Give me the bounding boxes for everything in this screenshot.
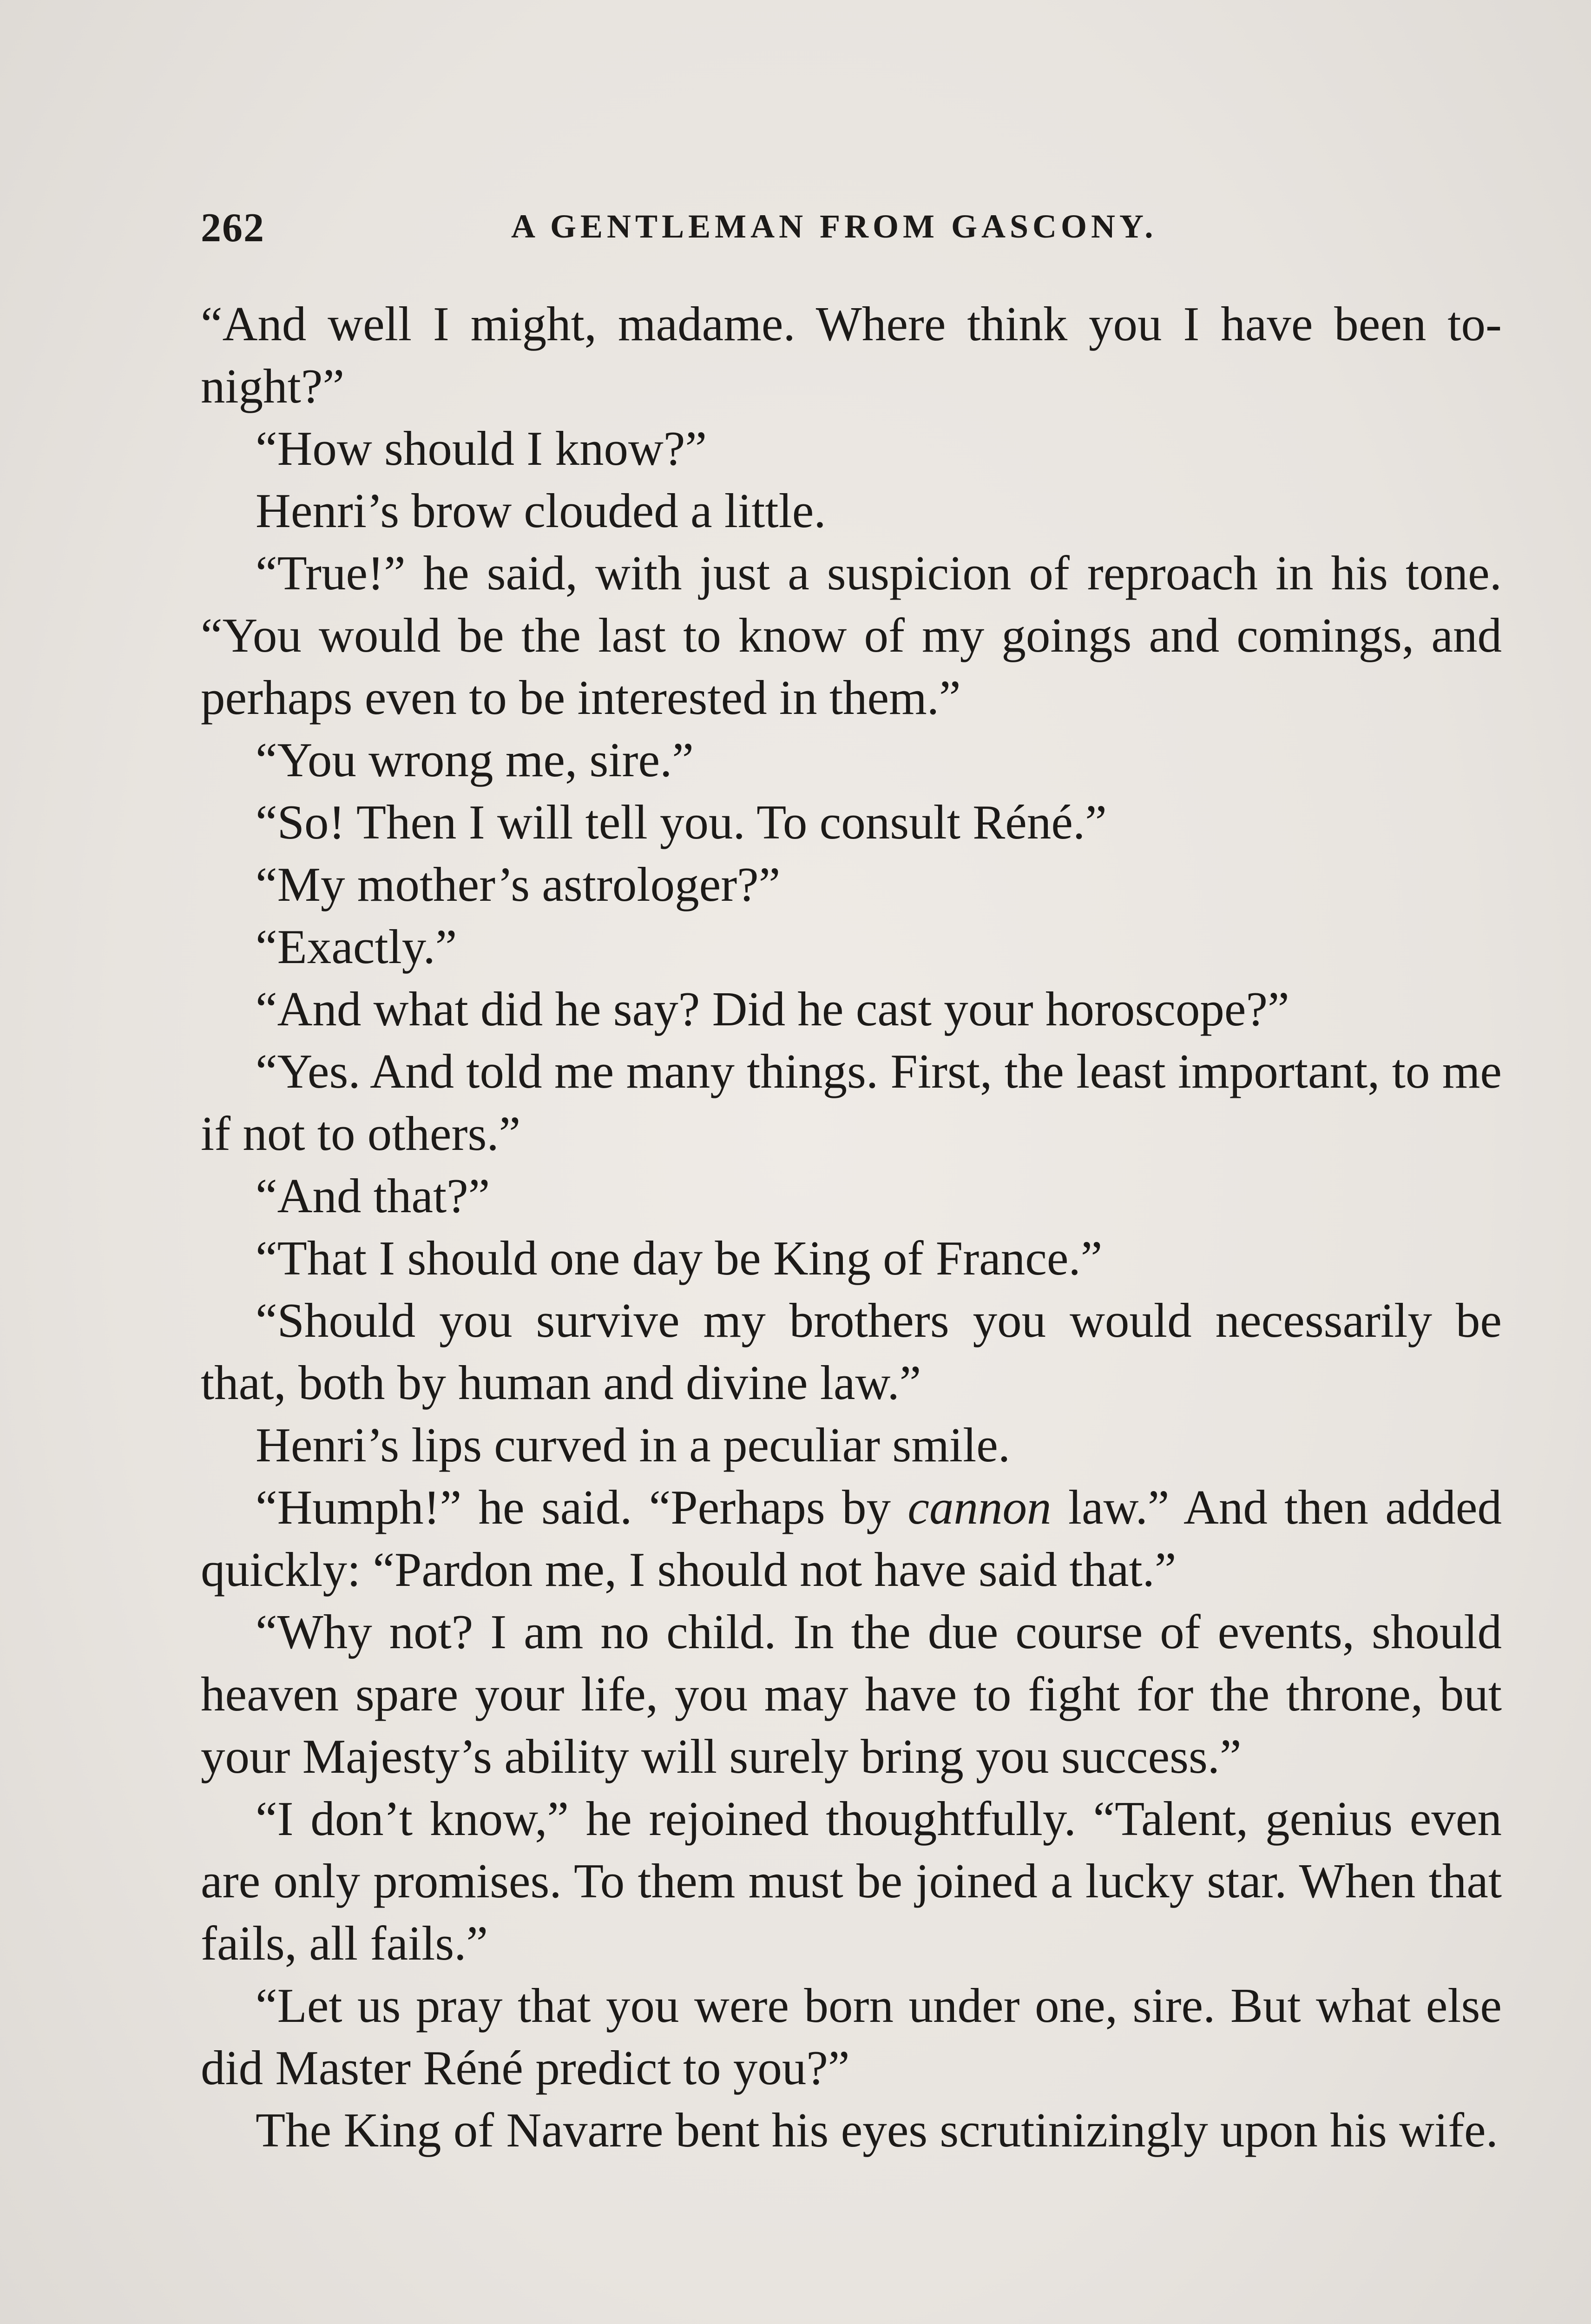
running-title: A GENTLEMAN FROM GASCONY. (511, 208, 1157, 245)
paragraph (201, 853, 1502, 916)
paragraph (201, 2099, 1502, 2161)
paragraph (201, 1476, 1502, 1601)
paragraph (201, 1414, 1502, 1476)
paragraph (201, 1974, 1502, 2099)
paragraph-text: The King of Navarre bent his eyes scrutinizingly upon his wife. (256, 2103, 1498, 2157)
paragraph (201, 417, 1502, 480)
paragraph (201, 978, 1502, 1040)
page-number: 262 (201, 205, 265, 251)
paragraph-text: “And well I might, madame. Where think you I have been to-night?” (201, 297, 1502, 413)
paragraph-text: “True!” he said, with just a suspicion of reproach in his tone. “You would be the last to know of my goings and comings, and perhaps even to be interested in them.” (201, 546, 1502, 725)
paragraph-text: Henri’s brow clouded a little. (256, 483, 826, 538)
paragraph-text: “Exactly.” (256, 919, 457, 974)
paragraph-text: “I don’t know,” he rejoined thoughtfully. “Talent, genius even are only promises. To them must be joined a lucky star. When that fails, all fails.” (201, 1791, 1502, 1970)
running-head (201, 205, 1502, 270)
paragraph-text: “Humph!” he said. “Perhaps by (256, 1480, 891, 1534)
paragraph-text: “Yes. And told me many things. First, the least important, to me if not to others.” (201, 1044, 1502, 1161)
paragraph-text: “So! Then I will tell you. To consult Réné.” (256, 795, 1107, 849)
paragraph-text: “Let us pray that you were born under one, sire. But what else did Master Réné predict to you?” (201, 1978, 1502, 2095)
paragraph (201, 1788, 1502, 1974)
paragraph-text: “You wrong me, sire.” (256, 733, 694, 787)
paragraph-text: “Why not? I am no child. In the due course of events, should heaven spare your life, you may have to fight for the throne, but your Majesty’s ability will surely bring you success.” (201, 1604, 1502, 1783)
paragraph (201, 1165, 1502, 1227)
paragraph-text: “My mother’s astrologer?” (256, 857, 781, 911)
paragraph-text: “That I should one day be King of France.” (256, 1231, 1103, 1285)
paragraph (201, 542, 1502, 729)
paragraph (201, 1227, 1502, 1289)
paragraph-text: “Should you survive my brothers you would necessarily be that, both by human and divine law.” (201, 1293, 1502, 1410)
paragraph-text: Henri’s lips curved in a peculiar smile. (256, 1418, 1011, 1472)
paragraph (201, 480, 1502, 542)
paragraph (201, 791, 1502, 853)
paragraph (201, 916, 1502, 978)
paragraph (201, 1040, 1502, 1165)
paragraph-text: law.” And then added quickly: “Pardon me, I should not have said that.” (201, 1480, 1502, 1597)
paragraph (201, 293, 1502, 417)
paragraph-text: “How should I know?” (256, 421, 707, 475)
italic-word: cannon (907, 1480, 1052, 1534)
paragraph-text: “And what did he say? Did he cast your horoscope?” (256, 982, 1289, 1036)
paragraph (201, 1289, 1502, 1414)
paragraph (201, 1601, 1502, 1788)
paragraph-text: “And that?” (256, 1169, 490, 1223)
paragraph (201, 729, 1502, 791)
body-text (201, 293, 1502, 2324)
